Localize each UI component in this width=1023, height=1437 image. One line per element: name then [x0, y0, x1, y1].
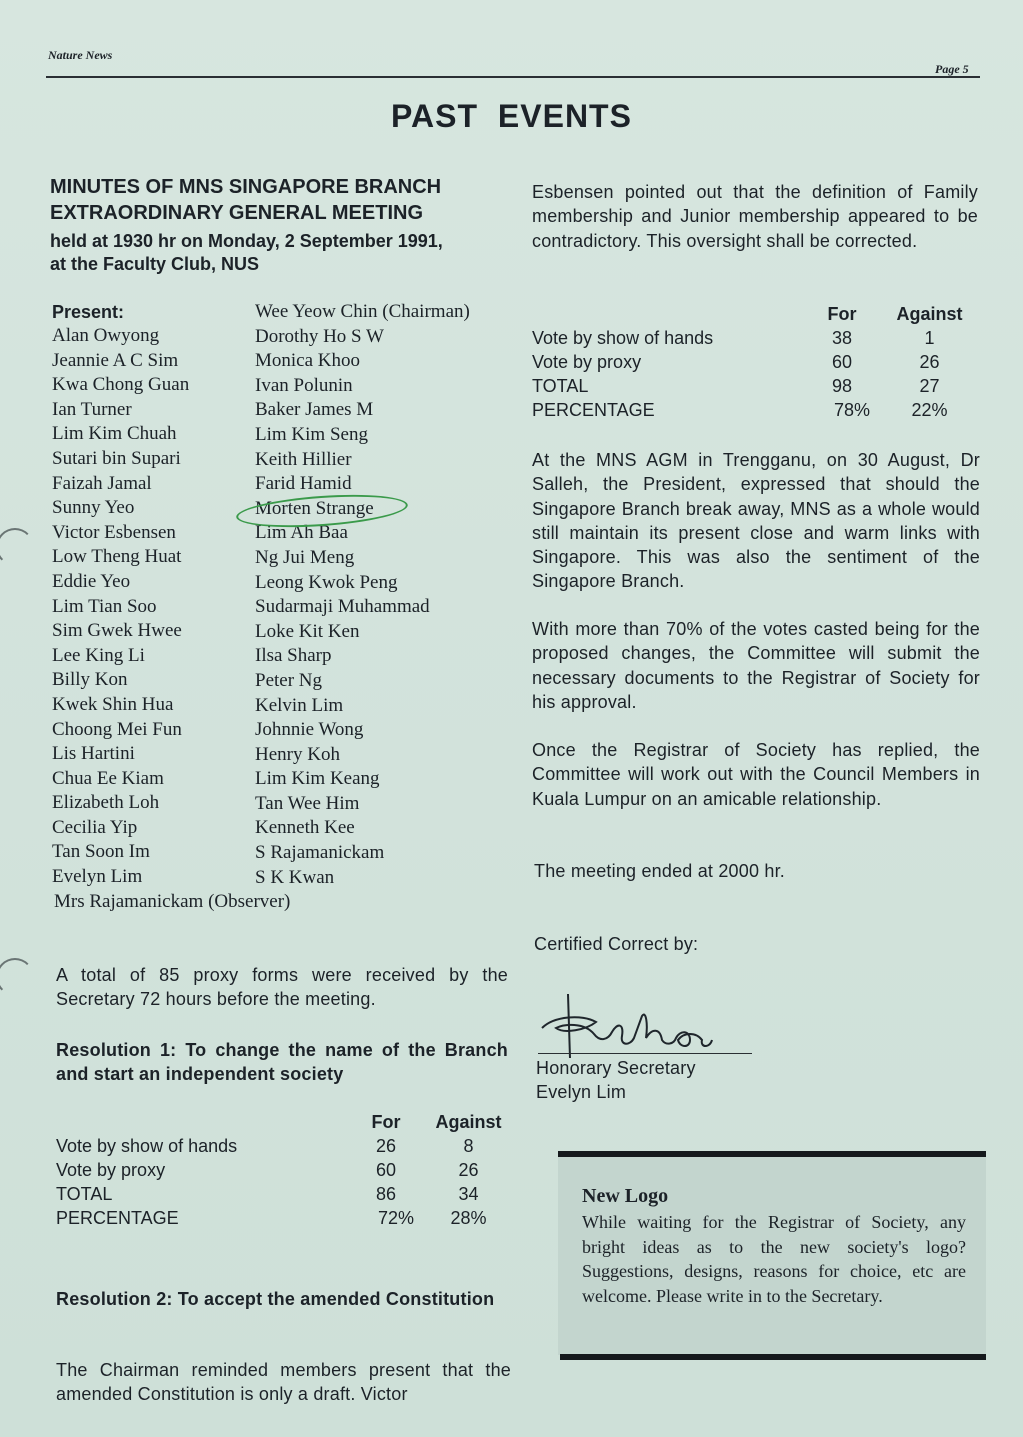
attendee-name: Morten Strange: [255, 497, 374, 519]
resolution-1-heading: Resolution 1: To change the name of the Branch and start an independent society: [56, 1040, 508, 1085]
vote-for: 60: [375, 1159, 397, 1180]
vote-row: [532, 350, 977, 374]
publication-name: Nature News: [48, 48, 113, 62]
vote-against: 22%: [911, 399, 948, 420]
attendee-name: Alan Owyong: [52, 325, 160, 346]
attendee-name: Lis Hartini: [52, 743, 135, 765]
vote-for: 38: [831, 327, 853, 348]
new-logo-title: New Logo: [582, 1185, 669, 1207]
vote-label: Vote by show of hands: [56, 1135, 238, 1156]
vote-against: 1: [924, 327, 935, 348]
attendee-name: Lim Tian Soo: [52, 595, 157, 617]
attendee-name: Low Theng Huat: [52, 546, 182, 568]
proxy-paragraph: A total of 85 proxy forms were received by the Secretary 72 hours before the meeting.: [56, 965, 508, 1010]
vote-for: 26: [375, 1135, 397, 1156]
attendee-name: Sudarmaji Muhammad: [255, 596, 430, 618]
page-number: Page 5: [935, 62, 969, 76]
attendee-name: Sim Gwek Hwee: [52, 620, 182, 642]
attendee-name: Elizabeth Loh: [52, 792, 160, 814]
attendee-name: Victor Esbensen: [52, 521, 176, 543]
col-for-header: For: [371, 1111, 401, 1132]
registrar-paragraph: Once the Registrar of Society has replied, the Committee will work out with the Council Members in Kuala Lumpur on an amicable relationship.: [532, 740, 980, 809]
attendee-name: Jeannie A C Sim: [52, 349, 179, 371]
attendee-name: Kwek Shin Hua: [52, 693, 174, 715]
vote-for: 78%: [833, 399, 871, 420]
votes-paragraph: With more than 70% of the votes casted being for the proposed changes, the Committee will submit the necessary documents to the Registrar of Society for his approval.: [532, 619, 980, 712]
vote-for: 72%: [377, 1207, 415, 1228]
signature-line: [538, 1053, 752, 1054]
col-for-header: For: [827, 303, 857, 324]
vote-row: [56, 1206, 511, 1230]
attendee-name: Farid Hamid: [255, 473, 352, 495]
vote-label: PERCENTAGE: [56, 1207, 179, 1228]
signature-title: Honorary Secretary: [536, 1058, 696, 1078]
attendee-name: Ivan Polunin: [255, 374, 353, 396]
vote-row: [532, 326, 977, 350]
attendee-name: Monica Khoo: [255, 350, 361, 372]
attendee-name: Lim Kim Seng: [255, 423, 368, 445]
attendee-name: Billy Kon: [52, 669, 128, 691]
attendee-name: Leong Kwok Peng: [255, 571, 398, 593]
vote-label: TOTAL: [532, 375, 589, 396]
minutes-subheading-line-2: at the Faculty Club, NUS: [50, 254, 260, 274]
attendee-name: S K Kwan: [255, 866, 335, 888]
vote-row: [532, 398, 977, 422]
minutes-heading-line-2: EXTRAORDINARY GENERAL MEETING: [50, 202, 423, 224]
vote-row: [56, 1182, 511, 1206]
attendee-name: Kelvin Lim: [255, 694, 344, 716]
section-title: PAST EVENTS: [391, 98, 632, 134]
vote-label: Vote by proxy: [56, 1159, 166, 1180]
attendee-name: Lim Ah Baa: [255, 522, 348, 544]
resolution-2-vote-table: [532, 302, 977, 422]
attendee-list-right: [255, 300, 470, 890]
attendee-name: Johnnie Wong: [255, 719, 364, 741]
attendee-name: Evelyn Lim: [52, 866, 143, 888]
signature-image: [534, 988, 744, 1060]
vote-label: PERCENTAGE: [532, 399, 655, 420]
attendee-name: Ian Turner: [52, 398, 132, 420]
signature-name: Evelyn Lim: [536, 1082, 627, 1102]
attendee-name: Tan Soon Im: [52, 841, 150, 863]
attendee-name: Loke Kit Ken: [255, 620, 360, 642]
attendee-name: Keith Hillier: [255, 448, 352, 470]
attendee-name: Lim Kim Chuah: [52, 423, 177, 445]
attendee-name: Chua Ee Kiam: [52, 767, 164, 789]
vote-against: 26: [919, 351, 940, 372]
present-label: Present:: [52, 302, 125, 322]
continuation-paragraph: Esbensen pointed out that the definition of Family membership and Junior membership appeared to be contradictory. This oversight shall be corrected.: [532, 182, 978, 251]
attendee-name: Baker James M: [255, 399, 374, 421]
vote-against: 26: [458, 1159, 479, 1180]
resolution-2-heading: Resolution 2: To accept the amended Constitution: [56, 1289, 495, 1309]
vote-for: 86: [375, 1183, 397, 1204]
attendee-name: Ng Jui Meng: [255, 546, 355, 568]
new-logo-body: While waiting for the Registrar of Society, any bright ideas as to the new society's logo? Suggestions, designs, reasons for choice, etc are welcome. Please write in to the Secretary.: [582, 1212, 966, 1306]
attendee-name: Tan Wee Him: [255, 792, 360, 814]
attendee-name: Kenneth Kee: [255, 817, 355, 839]
header-rule: [46, 76, 980, 78]
meeting-end-paragraph: The meeting ended at 2000 hr.: [534, 861, 785, 881]
attendee-name: Eddie Yeo: [52, 570, 131, 592]
attendee-name: S Rajamanickam: [255, 842, 385, 864]
vote-for: 98: [831, 375, 853, 396]
attendee-name: Faizah Jamal: [52, 472, 152, 494]
box-bottom-rule: [560, 1354, 986, 1360]
attendee-name: Lim Kim Keang: [255, 768, 380, 790]
attendee-name: Wee Yeow Chin (Chairman): [255, 301, 470, 322]
vote-label: Vote by proxy: [532, 351, 642, 372]
col-against-header: Against: [896, 303, 963, 324]
punch-hole-mark: [0, 528, 34, 566]
attendee-name: Henry Koh: [255, 743, 340, 765]
vote-for: 60: [831, 351, 853, 372]
attendee-name: Lee King Li: [52, 644, 145, 666]
attendee-name: Cecilia Yip: [52, 816, 138, 838]
observer-line: Mrs Rajamanickam (Observer): [54, 891, 291, 912]
punch-hole-mark: [0, 958, 34, 996]
agm-paragraph: At the MNS AGM in Trengganu, on 30 August, Dr Salleh, the President, expressed that should the Singapore Branch break away, MNS as a whole would still maintain its present close and warm links with Singapore. This was also the sentiment of the Singapore Branch.: [532, 450, 980, 592]
attendee-name: Choong Mei Fun: [52, 718, 182, 740]
certified-label: Certified Correct by:: [534, 934, 699, 954]
resolution-2-paragraph: The Chairman reminded members present that the amended Constitution is only a draft. Victor: [56, 1360, 511, 1405]
minutes-heading-line-1: MINUTES OF MNS SINGAPORE BRANCH: [50, 176, 442, 198]
vote-against: 8: [463, 1135, 474, 1156]
vote-row: [56, 1134, 511, 1158]
vote-label: Vote by show of hands: [532, 327, 714, 348]
col-against-header: Against: [435, 1111, 502, 1132]
vote-against: 28%: [450, 1207, 487, 1228]
attendee-name: Sutari bin Supari: [52, 447, 181, 469]
attendee-list-left: [52, 324, 189, 890]
vote-against: 27: [919, 375, 940, 396]
resolution-1-vote-table: [56, 1110, 511, 1230]
vote-against: 34: [458, 1183, 479, 1204]
attendee-name: Sunny Yeo: [52, 497, 135, 519]
attendee-name: Kwa Chong Guan: [52, 374, 190, 396]
vote-header-row: [56, 1110, 511, 1134]
attendee-name: Dorothy Ho S W: [255, 325, 384, 347]
attendee-name: Ilsa Sharp: [255, 645, 332, 667]
vote-row: [532, 374, 977, 398]
vote-row: [56, 1158, 511, 1182]
vote-label: TOTAL: [56, 1183, 113, 1204]
attendee-name: Peter Ng: [255, 669, 323, 691]
vote-header-row: [532, 302, 977, 326]
minutes-subheading-line-1: held at 1930 hr on Monday, 2 September 1991,: [50, 231, 443, 251]
